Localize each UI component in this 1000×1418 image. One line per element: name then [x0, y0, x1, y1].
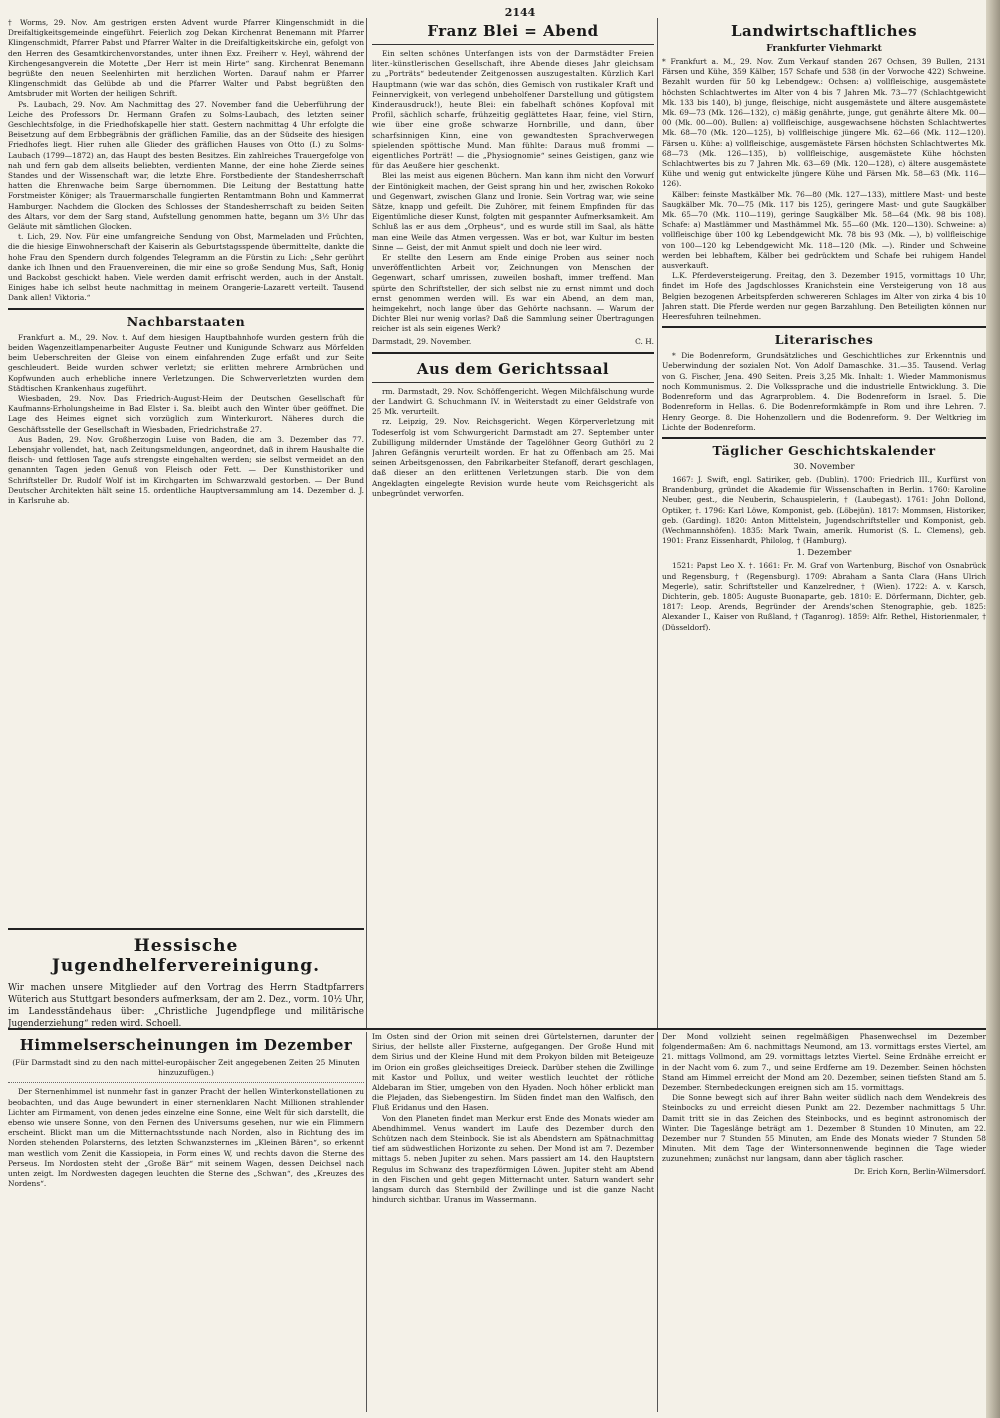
column-rule [657, 18, 658, 1028]
ad-title: Hessische Jugendhelfervereinigung. [8, 928, 364, 976]
section-heading-literarisches: Literarisches [774, 332, 874, 348]
article-baden: Aus Baden, 29. Nov. Großherzogin Luise von Baden, die am 3. Dezember das 77. Lebensjahr vollendet, hat, nach Zeitungsmeldungen, angeordnet, daß in ihrem Haushalte die fleisch- und fettlosen Tage aufs strengste eingehalten werden; sie selbst vermeidet an den genannten Tagen jeden Genuß von Fleisch oder Fett. — Der Kunsthistoriker und Schriftsteller Dr. Rudolf Wolf ist im Kirchgarten im Schwarzwald gestorben. — Der Bund Deutscher Architekten hält seine 15. ordentliche Hauptversammlung am 14. Dezember d. J. in Karlsruhe ab. [8, 434, 364, 505]
signature-place: Darmstadt, 29. November. [372, 336, 472, 346]
calendar-entries-dec1: 1521: Papst Leo X. †. 1661: Fr. M. Graf von Wartenburg, Bischof von Osnabrück und Regensburg, † (Regensburg). 1709: Abraham a Santa Clara (Hans Ulrich Megerle), satir. Schriftsteller und Kanzelredner, † (Wien). 1722: A. v. Karsch, Dichterin, geb. 1805: Auguste Buonaparte, geb. 1810: E. Dörfermann, Dichter, geb. 1817: Leop. Arends, Begründer der Arends'schen Stenographie, geb. 1825: Alexander I., Kaiser von Rußland, † (Taganrog). 1859: Alfr. Rethel, Historienmaler, † (Düsseldorf). [662, 561, 986, 632]
bottom-divider [8, 1028, 986, 1030]
article-himmel-2: Im Osten sind der Orion mit seinen drei Gürtelsternen, darunter der Sirius, der hellste aller Fixsterne, aufgegangen. Der Große Hund mit dem Sirius und der Kleine Hund mit dem Prokyon bilden mit Beteigeuze im Orion ein großes gleichseitiges Dreieck. Darüber stehen die Zwillinge mit Kastor und Pollux, und weiter westlich leuchtet der rötliche Aldebaran im Stier, umgeben von den Hyaden. Noch höher erblickt man die Plejaden, das Siebengestirn. Im Süden findet man den Walfisch, den Fluß Eridanus und den Hasen. [372, 1032, 654, 1113]
article-blei-3: Er stellte den Lesern am Ende einige Proben aus seiner noch unveröffentlichten Arbeit vor, Zeichnungen von Menschen der Gegenwart, scharf umrissen, zuweilen boshaft, immer treffend. Man spürte den Schriftsteller, der sich selbst nie zu ernst nimmt und doch ernst genommen werden will. Es war ein Abend, an dem man, heimgekehrt, noch lange über das Gehörte nachsann. — Warum der Dichter Blei nur wenig vorlas? Daß die Sammlung seiner Übertragungen reicher ist als sein eigenes Werk? [372, 253, 654, 334]
calendar-date-nov30: 30. November [793, 461, 855, 472]
article-viehmarkt-1: * Frankfurt a. M., 29. Nov. Zum Verkauf standen 267 Ochsen, 39 Bullen, 2131 Färsen und Kühe, 359 Kälber, 157 Schafe und 538 (in der Vorwoche 422) Schweine. Bezahlt wurden für 50 kg Lebendgew.: Ochsen: a) vollfleischige, ausgemästete höchsten Schlachtwertes im Alter von 4 bis 7 Jahren Mk. 73—77 (Schlachtgewicht Mk. 133 bis 140), b) junge, fleischige, nicht ausgemästete und ältere ausgemästete Mk. 69—73 (Mk. 126—132), c) mäßig genährte, junge, gut genährte ältere Mk. 00—00 (Mk. 00—00). Bullen: a) vollfleischige, ausgewachsene höchsten Schlachtwertes Mk. 68—70 (Mk. 120—125), b) vollfleischige jüngere Mk. 62—66 (Mk. 112—120). Färsen u. Kühe: a) vollfleischige, ausgemästete Färsen höchsten Schlachtwertes Mk. 68—73 (Mk. 126—135), b) vollfleischige, ausgemästete Kühe höchsten Schlachtwertes bis zu 7 Jahren Mk. 63—69 (Mk. 120—128), c) ältere ausgemästete Kühe und wenig gut entwickelte jüngere Kühe und Färsen Mk. 58—63 (Mk. 116—126). [662, 57, 986, 189]
advertisement [8, 920, 364, 1028]
article-blei-1: Ein selten schönes Unterfangen ists von der Darmstädter Freien liter.-künstlerischen Gesellschaft, ihre Abende dieses Jahr gleichsam zu „Porträts“ bedeutender Zeitgenossen auszugestalten. Kürzlich Karl Hauptmann (wie war das schön, dies Gemisch von rustikaler Kraft und Feinnervigkeit, von verlegend unbeholfener Darstellung und gütigstem Kinderausdruck!), heute Blei: ein fabelhaft schönes Kopfoval mit Profil, sächlich scharfe, frühzeitig geglättetes Haar, feine, viel Stirn, wie über eine große schwarze Hornbrille, und dann, über scharfsinnigen Kinn, eine von gewandtesten Sprachverwegen spielenden spöttische Mund. Man fühlte: Daraus muß frommi — eigentliches Porträt! — die „Physiognomie“ seines Geistigen, ganz wie für das Aeußere hier geschenkt. [372, 49, 654, 171]
subheading-viehmarkt: Frankfurter Viehmarkt [766, 44, 882, 54]
section-divider [662, 437, 986, 439]
section-heading-kalender: Täglicher Geschichtskalender [712, 442, 936, 458]
section-divider [372, 352, 654, 354]
calendar-date-dec1: 1. Dezember [796, 548, 852, 559]
ad-text: Wir machen unsere Mitglieder auf den Vortrag des Herrn Stadtpfarrers Wüterich aus Stuttgart besonders aufmerksam, der am 2. Dez., vorm. 10½ Uhr, im Landesständehaus über: „Christliche Jugendpflege und militärische Jugenderziehung“ reden wird. Schoell. [8, 983, 364, 1028]
intro-divider [8, 1082, 364, 1083]
bottom-article-col1 [8, 1032, 364, 1412]
section-heading-himmel: Himmelserscheinungen im Dezember [19, 1036, 353, 1054]
calendar-entries-nov30: 1667: J. Swift, engl. Satiriker, geb. (Dublin). 1700: Friedrich III., Kurfürst von Brandenburg, gründet die Akademie für Wissenschaften in Berlin. 1760: Karoline Neuber, gest., die Neuberin, Schauspielerin, † (Laubegast). 1761: John Dollond, Optiker, †. 1796: Karl Löwe, Komponist, geb. (Löbejün). 1817: Mommsen, Historiker, geb. (Garding). 1820: Anton Mittelstein, Jugendschriftsteller und Komponist, geb. (Wechmannshöfen). 1835: Mark Twain, amerik. Humorist (S. L. Clemens), geb. 1901: Franz Eissenhardt, Philolog, † (Hamburg). [662, 474, 986, 546]
article-laubach: Ps. Laubach, 29. Nov. Am Nachmittag des 27. November fand die Ueberführung der Leiche des Professors Dr. Hermann Grafen zu Solms-Laubach, des letzten seiner Geschlechtsfolge, in die Friedhofskapelle hier statt. Gestern nachmittag 4 Uhr erfolgte die Beisetzung auf dem Erbbegräbnis der gräflichen Familie, das an der Südseite des hiesigen Friedhofes liegt. Hier ruhen alle Glieder des gräflichen Hauses von Otto (I.) zu Solms-Laubach (1799—1872) an, das Haupt des besten Besitzes. Ein zahlreiches Trauergefolge von nah und fern gab dem allseits beliebten, verdienten Manne, der eine hohe Zierde seines Standes und der Wissenschaft war, die letzte Ehre. Forstbediente der Standesherrschaft hatten die Ehrenwache beim Sarge übernommen. Die Leitung der Bestattung hatte Forstmeister Königer; als Trauermarschalle fungierten Rentamtmann Bohn und Kammerrat Hamburger. Nachdem die Glocken des Schlosses der Standesherrschaft zu beiden Seiten des Altars, vor dem der Sarg stand, Aufstellung genommen hatte, begann um 3½ Uhr das Geläute mit sämtlichen Glocken. [8, 99, 364, 232]
section-divider [8, 308, 364, 310]
article-darmstadt-court: rm. Darmstadt, 29. Nov. Schöffengericht. Wegen Milchfälschung wurde der Landwirt G. Schuchmann IV. in Weiterstadt zu einer Geldstrafe von 25 Mk. verurteilt. [372, 386, 654, 417]
heading-rule [372, 44, 654, 45]
page-edge [986, 0, 1000, 1418]
article-wiesbaden: Wiesbaden, 29. Nov. Das Friedrich-August-Heim der Deutschen Gesellschaft für Kaufmanns-Erholungsheime in Bad Elster i. Sa. bleibt auch den Winter über geöffnet. Die Lage des Heimes eignet sich vorzüglich zum Winterkurort. Näheres durch die Geschäftsstelle der Gesellschaft in Wiesbaden, Friedrichstraße 27. [8, 393, 364, 434]
bottom-article-col2 [372, 1032, 654, 1412]
section-heading-nachbarstaaten: Nachbarstaaten [126, 313, 246, 329]
article-pferde: L.K. Pferdeversteigerung. Freitag, den 3. Dezember 1915, vormittags 10 Uhr, findet im Hofe des Jagdschlosses Kranichstein eine Versteigerung von 18 aus Belgien bezogenen Arbeitspferden schwereren Schlages im Alter von zirka 4 bis 10 Jahren statt. Die Pferde werden nur gegen Barzahlung. Den Beteiligten können nur Heeresfuhren teilnehmen. [662, 271, 986, 322]
section-heading-blei: Franz Blei = Abend [427, 22, 599, 40]
column-local-news [8, 18, 364, 926]
column-culture [372, 18, 654, 926]
article-himmel-1: Der Sternenhimmel ist nunmehr fast in ganzer Pracht der hellen Winterkonstellationen zu beobachten, und das Auge bewundert in einer sternenklaren Nacht Millionen strahlender Lichter am Firmament, von denen jedes einzelne eine Sonne, eine Welt für sich darstellt, die ebenso wie unsere Sonne, von den Fernen des Universums gesehen, nur wie ein Flimmern erscheint. Blickt man um die Mitternachtsstunde nach Norden, also in Richtung des im Norden stehenden Polarsterns, des letzten Schwanzsternes im „Kleinen Bären“, so erkennt man westlich vom Zenit die Kassiopeia, in Form eines W, und rechts davon die Sterne des Perseus. Im Nordosten steht der „Große Bär“ mit seinem Wagen, dessen Deichsel nach unten zeigt. Im Nordwesten dagegen leuchten die Sterne des „Schwan“, des „Kreuzes des Nordens“. [8, 1087, 364, 1189]
article-frankfurt: Frankfurt a. M., 29. Nov. t. Auf dem hiesigen Hauptbahnhofe wurden gestern früh die beiden Wagenzeitlampenarbeiter Auguste Feutner und Kunigunde Schwarz aus Mörfelden beim Ueberschreiten der Gleise von einem einfahrenden Zuge erfaßt und zur Seite geschleudert. Beide wurden schwer verletzt; sie erlitten mehrere Armbrüchen und Kopfwunden auch erhebliche innere Verletzungen. Die Schwerverletzten wurden dem Städtischen Krankenhaus zugeführt. [8, 332, 364, 393]
article-lich: t. Lich, 29. Nov. Für eine umfangreiche Sendung von Obst, Marmeladen und Früchten, die die hiesige Einwohnerschaft der Kaiserin als Geburtstagsspende übermittelte, dankte die hohe Frau den Spendern durch folgendes Telegramm an die Fürstin zu Lich: „Sehr gerührt danke ich Ihnen und den Frauenvereinen, die mir eine so große Sendung Mus, Saft, Honig und Backobst geschickt haben. Viele werden damit erfrischt werden, auch in der Anstalt. Einiges habe ich selbst heute nachmittag in meinem Orangerie-Lazarett verteilt. Tausend Dank allen! Viktoria.“ [8, 232, 364, 303]
bottom-article-col3 [662, 1032, 986, 1412]
column-agriculture [662, 18, 986, 1028]
signature-name: C. H. [635, 336, 654, 346]
section-heading-landwirtschaft: Landwirtschaftliches [730, 22, 918, 40]
section-divider [662, 326, 986, 328]
article-himmel-4: Der Mond vollzieht seinen regelmäßigen Phasenwechsel im Dezember folgendermaßen: Am 6. nachmittags Neumond, am 13. vormittags erstes Viertel, am 21. mittags Vollmond, am 29. vormittags letztes Viertel. Seine Erdnähe erreicht er in der Nacht vom 6. zum 7., und seine Erdferne am 19. Dezember. Seinen höchsten Stand am Himmel erreicht der Mond am 20. Dezember, seinen tiefsten Stand am 5. Dezember. Sternbedeckungen ereignen sich am 15. vormittags. [662, 1032, 986, 1093]
article-leipzig-court: rz. Leipzig, 29. Nov. Reichsgericht. Wegen Körperverletzung mit Todeserfolg ist vom Schwurgericht Darmstadt am 27. September unter Zubilligung mildernder Umstände der Tagelöhner Georg Guthörl zu 2 Jahren Gefängnis verurteilt worden. Er hat zu Offenbach am 25. Mai seinen Arbeitsgenossen, den Fabrikarbeiter Stefanoff, derart geschlagen, daß dieser an den erlittenen Verletzungen starb. Die von dem Angeklagten eingelegte Revision wurde heute vom Reichsgericht als unbegründet verworfen. [372, 417, 654, 498]
page-number: 2144 [504, 6, 536, 19]
column-rule [366, 18, 367, 1028]
article-bodenreform: * Die Bodenreform, Grundsätzliches und Geschichtliches zur Erkenntnis und Ueberwindung der sozialen Not. Von Adolf Damaschke. 31.—35. Tausend. Verlag von G. Fischer, Jena. 490 Seiten. Preis 3,25 Mk. Inhalt: 1. Wieder Mammonismus noch Kommunismus. 2. Die Volkssprache und die industrielle Entwicklung. 3. Die Bodenreform und das Agrarproblem. 4. Die Bodenreform in Israel. 5. Die Bodenreform in Hellas. 6. Die Bodenreformkämpfe in Rom und ihre Lehren. 7. Henry George. 8. Die Hohenzollern und die Bodenreform. 9. Der Weltkrieg im Lichte der Bodenreform. [662, 351, 986, 432]
article-viehmarkt-2: Kälber: feinste Mastkälber Mk. 76—80 (Mk. 127—133), mittlere Mast- und beste Saugkälber Mk. 70—75 (Mk. 117 bis 125), geringere Mast- und gute Saugkälber Mk. 65—70 (Mk. 110—119), geringe Saugkälber Mk. 58—64 (Mk. 98 bis 108). Schafe: a) Mastlämmer und Masthämmel Mk. 55—60 (Mk. 120—130). Schweine: a) vollfleischige über 100 kg Lebendgewicht Mk. 78 bis 93 (Mk. —), b) vollfleischige von 100—120 kg Lebendgewicht Mk. 118—120 (Mk. —). Rinder und Schweine werden bei lebhaftem, Kälber bei gedrücktem und Schafe bei ruhigem Handel ausverkauft. [662, 189, 986, 271]
article-himmel-5: Die Sonne bewegt sich auf ihrer Bahn weiter südlich nach dem Wendekreis des Steinbocks zu und erreicht diesen Punkt am 22. Dezember nachmittags 5 Uhr. Damit tritt sie in das Zeichen des Steinbocks, und es beginnt astronomisch der Winter. Die Tageslänge beträgt am 1. Dezember 8 Stunden 10 Minuten, am 22. Dezember nur 7 Stunden 55 Minuten, am Ende des Monats wieder 7 Stunden 58 Minuten. Mit dem Tage der Wintersonnenwende beginnen die Tage wieder zuzunehmen; zunächst nur langsam, dann aber täglich rascher. [662, 1093, 986, 1164]
heading-rule [372, 382, 654, 383]
article-himmel-intro: (Für Darmstadt sind zu den nach mittel-europäischer Zeit angegebenen Zeiten 25 Minuten hinzuzufügen.) [12, 1058, 360, 1078]
column-rule [366, 1032, 367, 1412]
article-blei-2: Blei las meist aus eigenen Büchern. Man kann ihm nicht den Vorwurf der Eintönigkeit machen, der Geist sprang hin und her, zwischen Rokoko und Gegenwart, zwischen Glanz und Ironie. Sein Vortrag war, wie seine Sätze, knapp und gefeilt. Die Zuhörer, mit feinem Empfinden für das Eigentümliche dieser Kunst, folgten mit gespannter Aufmerksamkeit. Am Schluß las er aus dem „Orpheus“, und es wurde still im Saal, als hätte man eine Weile das Atmen vergessen. Was er bot, war Kultur im besten Sinne — Geist, der mit Anmut spielt und doch nie leer wird. [372, 171, 654, 252]
article-himmel-signature: Dr. Erich Korn, Berlin-Wilmersdorf. [853, 1166, 986, 1176]
article-signature [372, 337, 654, 346]
article-himmel-3: Von den Planeten findet man Merkur erst Ende des Monats wieder am Abendhimmel. Venus wandert im Laufe des Dezember durch den Schützen nach dem Steinbock. Sie ist als Abendstern am Spätnachmittag tief am südwestlichen Horizonte zu sehen. Der Mond ist am 7. Dezember mittags 5. neben Jupiter zu sehen. Mars passiert am 14. den Hauptstern Regulus im Schwanz des trapezförmigen Löwen. Jupiter steht am Abend in den Fischen und geht gegen Mitternacht unter. Saturn wandert sehr langsam durch das Sternbild der Zwillinge und ist die ganze Nacht hindurch sichtbar. Uranus im Wassermann. [372, 1113, 654, 1205]
column-rule [657, 1032, 658, 1412]
article-worms: † Worms, 29. Nov. Am gestrigen ersten Advent wurde Pfarrer Klingenschmidt in die Dreifaltigkeitsgemeinde eingeführt. Feierlich zog Dekan Kirchenrat Benemann mit Pfarrer Klingenschmidt, Pfarrer Pabst und Pfarrer Walter in die Dreifaltigkeitskirche ein, gefolgt von den Herren des Gesamtkirchenvorstandes, unter ihnen Exz. Freiherr v. Heyl, während der Kirchengesangverein die Motette „Der Herr ist mein Hirte“ sang. Kirchenrat Benemann begrüßte den neuen Seelenhirten mit herzlichen Worten. Darauf nahm er Pfarrer Klingenschmidt das Gelübde ab und die Pfarrer Walter und Pabst begrüßten den Amtsbruder mit Worten der heiligen Schrift. [8, 18, 364, 99]
section-heading-gerichtssaal: Aus dem Gerichtssaal [416, 359, 610, 378]
